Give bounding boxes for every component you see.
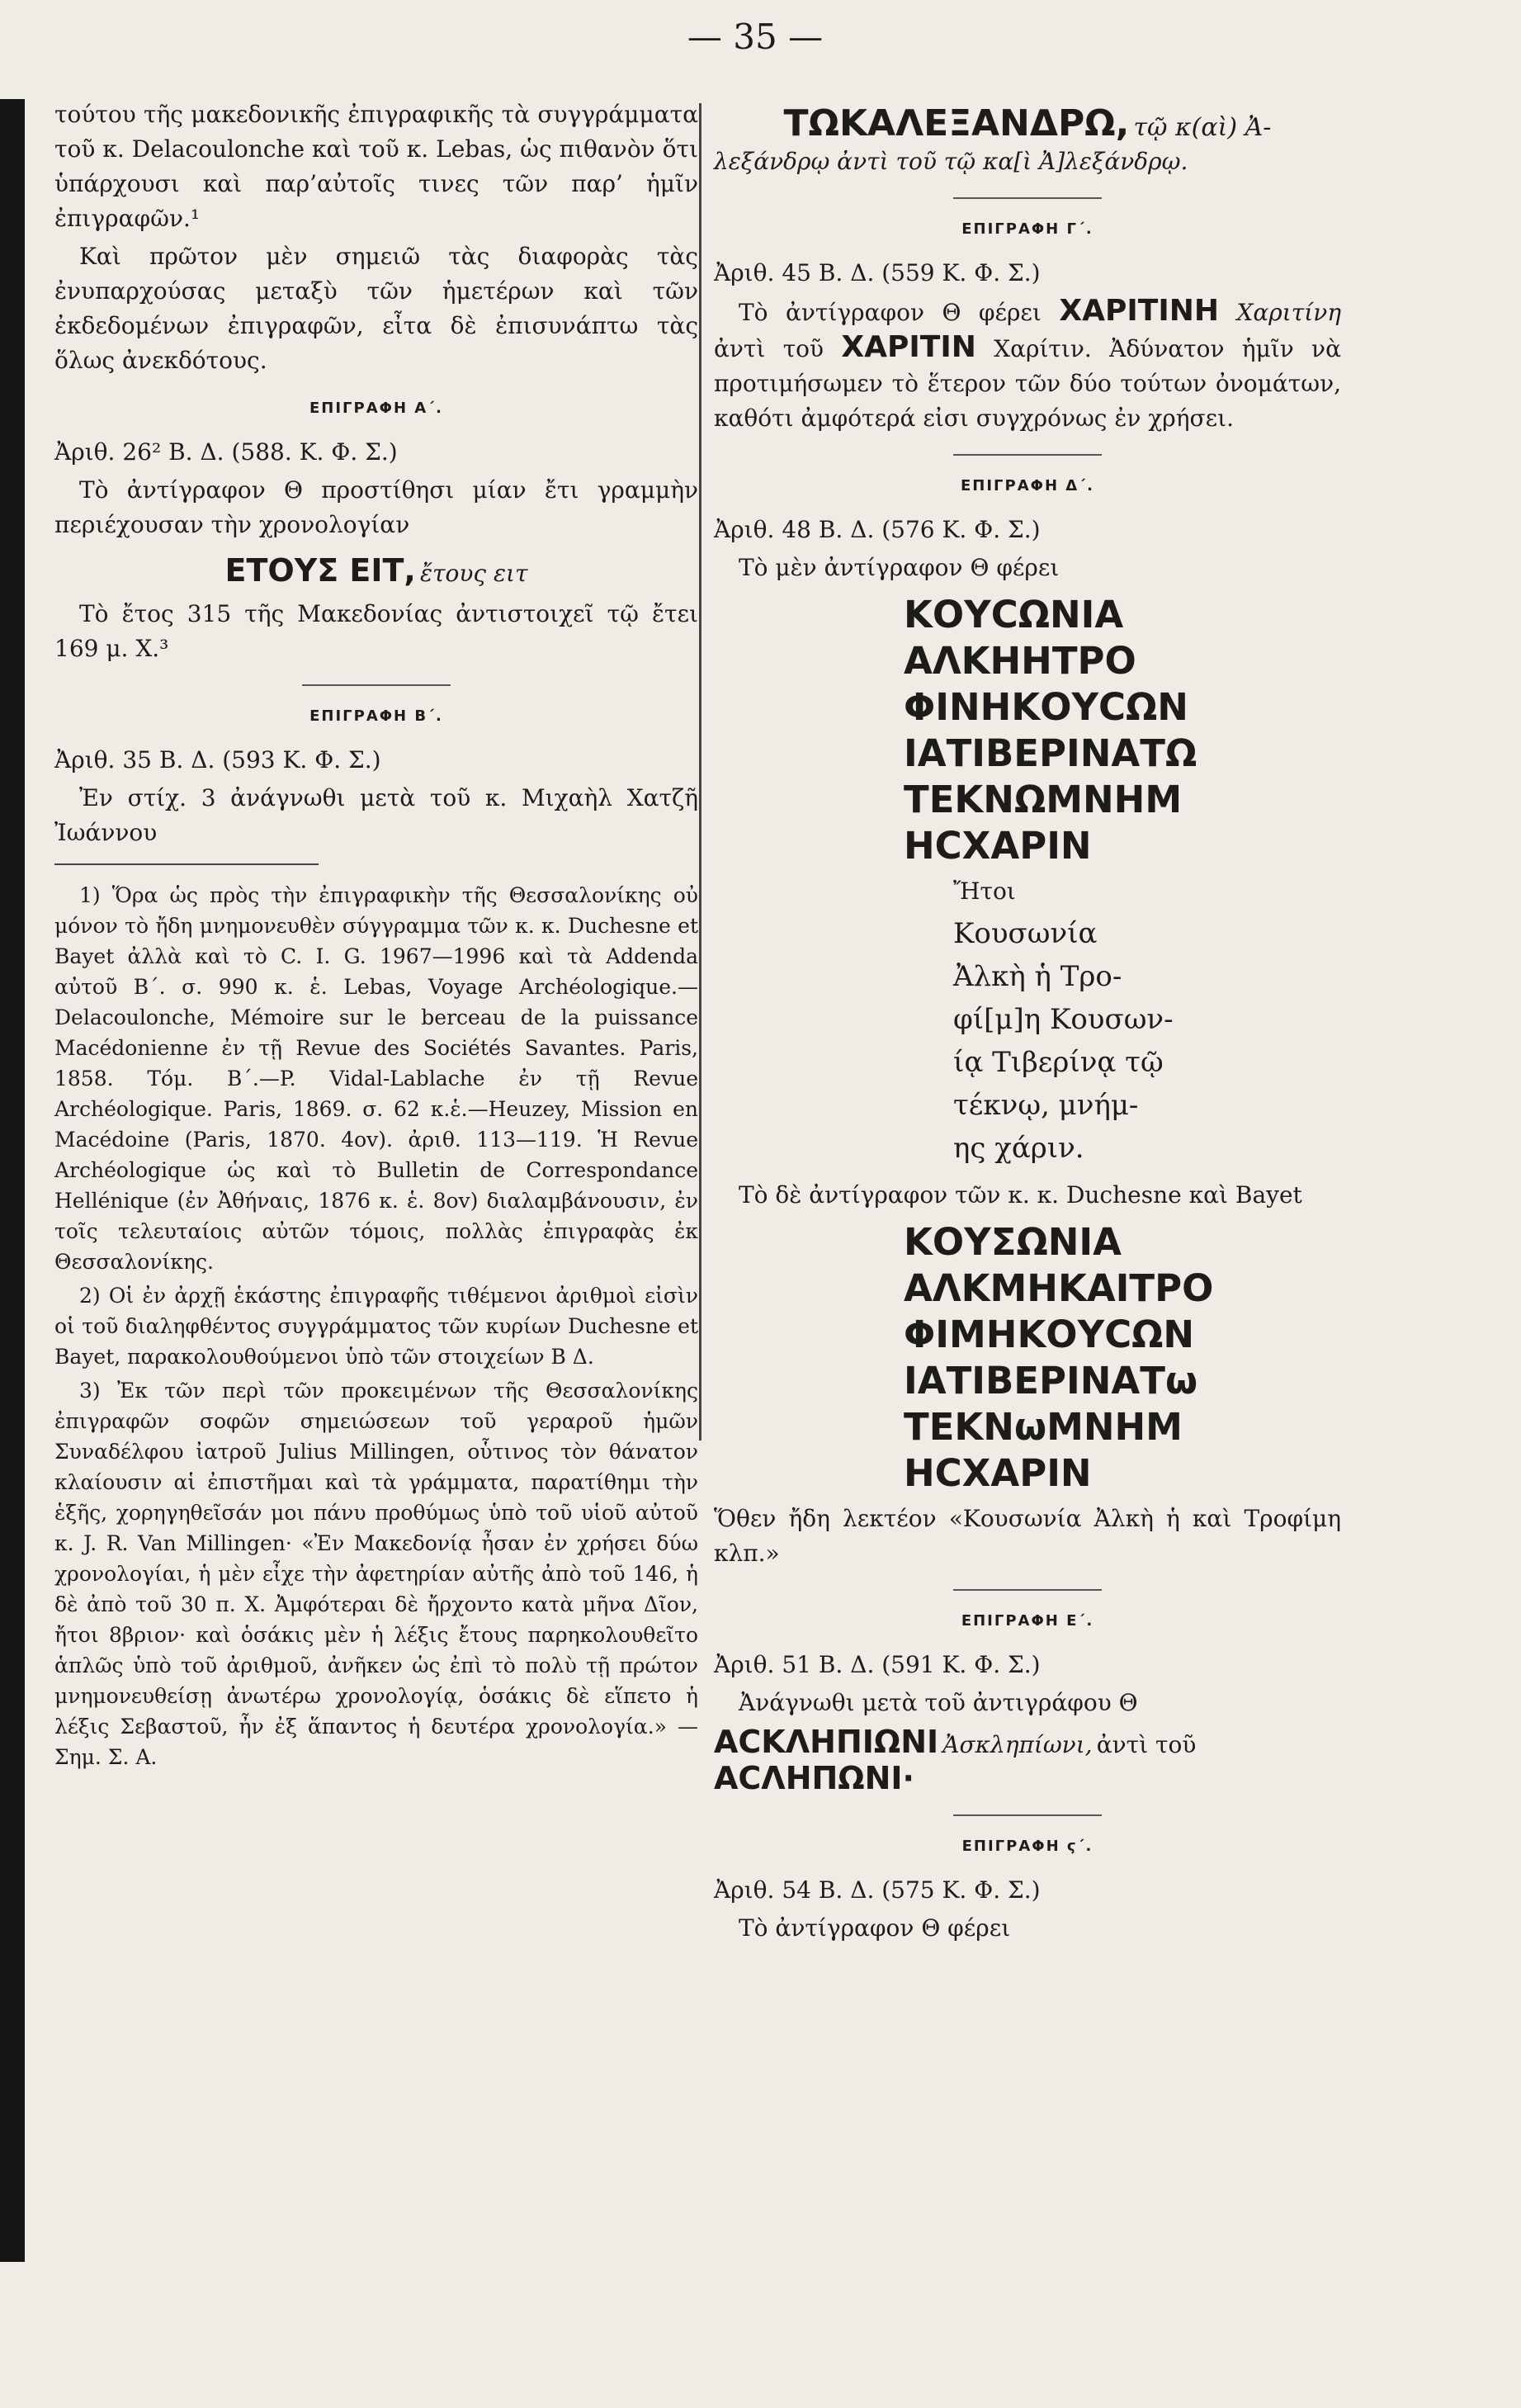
- inscription-e-caps-2: ΑϹΛΗΠΩΝΙ·: [714, 1760, 914, 1796]
- inscription-line: ΤΕΚΝωΜΝΗΜ: [904, 1405, 1183, 1449]
- transliteration-line: ίᾳ Τιβερίνᾳ τῷ: [953, 1046, 1164, 1079]
- separator: [953, 1814, 1102, 1816]
- inscription-line: ΦΙΝΗΚΟΥϹΩΝ: [904, 685, 1188, 729]
- separator: [953, 197, 1102, 199]
- separator: [953, 1589, 1102, 1591]
- inscription-e-mid: ἀντὶ τοῦ: [1096, 1731, 1197, 1758]
- transliteration-line: Κουσωνία: [953, 917, 1098, 950]
- top-inscription-caps: ΤΩΚΑΛΕΞΑΝΔΡΩ,: [783, 102, 1130, 144]
- top-inscription-transliteration: τῷ κ(αὶ) Ἀ-: [1133, 113, 1272, 142]
- paragraph-intro: τούτου τῆς μακεδονικῆς ἐπιγραφικῆς τὰ συγγράμματα τοῦ κ. Delacoulonche καὶ τοῦ κ. Lebas, ὡς πιθανὸν ὅτι ὑπάρχουσι καὶ παρ’αὐτοῖς τινες τῶν παρ’ ἡμῖν ἐπιγραφῶν.¹: [54, 101, 698, 232]
- footnote-2: 2) Οἱ ἐν ἀρχῇ ἑκάστης ἐπιγραφῆς τιθέμενοι ἀριθμοὶ εἰσὶν οἱ τοῦ διαληφθέντος συγγράμματος τῶν κυρίων Duchesne et Bayet, παρακολουθούμενοι ὑπὸ τῶν στοιχείων Β Δ.: [54, 1284, 698, 1369]
- top-text: λεξάνδρῳ ἀντὶ τοῦ τῷ κα[ὶ Ἀ]λεξάνδρῳ.: [714, 148, 1188, 175]
- scan-edge: [0, 99, 25, 2262]
- inscription-g-text: [714, 294, 1341, 436]
- paragraph-differences: Καὶ πρῶτον μὲν σημειῶ τὰς διαφορὰς τὰς ἐνυπαρχούσας μεταξὺ τῶν ἡμετέρων καὶ τῶν ἐκδεδομένων ἐπιγραφῶν, εἶτα δὲ ἐπισυνάπτω τὰς ὅλως ἀνεκδότους.: [54, 243, 698, 374]
- inscription-line: ΑΛΚΗΗΤΡΟ: [904, 639, 1136, 683]
- inscription-line: ΤΕΚΝΩΜΝΗΜ: [904, 778, 1183, 821]
- inscription-line: ΚΟΥϹΩΝΙΑ: [904, 593, 1124, 636]
- inscription-a-text2: Τὸ ἔτος 315 τῆς Μακεδονίας ἀντιστοιχεῖ τῷ ἔτει 169 μ. Χ.³: [54, 600, 698, 662]
- inscription-e-caps-1: ΑϹΚΛΗΠΙΩΝΙ: [714, 1724, 939, 1760]
- top-inscription-line: [714, 102, 1341, 144]
- inscription-b-text: Ἐν στίχ. 3 ἀνάγνωθι μετὰ τοῦ κ. Μιχαὴλ Χατζῆ Ἰωάννου: [54, 784, 698, 846]
- inscription-d-etoi: Ἤτοι: [953, 878, 1016, 905]
- footnote-1: 1) Ὅρα ὡς πρὸς τὴν ἐπιγραφικὴν τῆς Θεσσαλονίκης οὐ μόνον τὸ ἤδη μνημονευθὲν σύγγραμμα τῶν κ. κ. Duchesne et Bayet ἀλλὰ καὶ τὸ C. I. G. 1967—1996 καὶ τὰ Addenda αὐτοῦ Β΄. σ. 990 κ. ἑ. Lebas, Voyage Archéologique.—Delacoulonche, Mémoire sur le berceau de la puissance Macédonienne ἐν τῇ Revue des Sociétés Savantes. Paris, 1858. Τόμ. Β΄.—P. Vidal-Lablache ἐν τῇ Revue Archéologique. Paris, 1869. σ. 62 κ.ἑ.—Heuzey, Mission en Macédoine (Paris, 1870. 4ov). ἀριθ. 113—119. Ἡ Revue Archéologique ὡς καὶ τὸ Bulletin de Correspondance Hellénique (ἐν Ἀθήναις, 1876 κ. ἑ. 8ov) διαλαμβάνουσιν, ἐν τοῖς τελευταίοις αὐτῶν τόμοις, πολλὰς ἐπιγραφὰς ἐκ Θεσσαλονίκης.: [54, 883, 698, 1274]
- inscription-d-capitals: [904, 592, 1341, 869]
- inscription-g-caps-2: ΧΑΡΙΤΙΝ: [841, 330, 976, 364]
- right-column: [714, 97, 1341, 1949]
- inscription-e-line: [714, 1724, 1341, 1760]
- heading-inscription-a: ΕΠΙΓΡΑΦΗ Α΄.: [309, 400, 443, 417]
- inscription-line: ΙΑΤΙΒΕΡΙΝΑΤΩ: [904, 731, 1197, 775]
- inscription-f-ref: Ἀριθ. 54 Β. Δ. (575 Κ. Φ. Σ.): [714, 1876, 1041, 1904]
- transliteration-line: Ἀλκὴ ἡ Τρο-: [953, 960, 1122, 993]
- inscription-a-date-line: [54, 552, 698, 589]
- inscription-d-capitals-2: [904, 1219, 1341, 1497]
- heading-inscription-b: ΕΠΙΓΡΑΦΗ Β΄.: [309, 707, 443, 725]
- left-column: [54, 97, 698, 1776]
- inscription-line: ΦΙΜΗΚΟΥϹΩΝ: [904, 1313, 1195, 1356]
- footnote-rule: [54, 863, 319, 865]
- inscription-d-post: Ὅθεν ἤδη λεκτέον «Κουσωνία Ἀλκὴ ἡ καὶ Τροφίμη κλπ.»: [714, 1505, 1341, 1567]
- column-divider: [699, 103, 701, 1441]
- transliteration-line: φί[μ]η Κουσων-: [953, 1003, 1174, 1036]
- inscription-g-transliteration: Χαριτίνη: [1236, 299, 1342, 326]
- footnote-3: 3) Ἐκ τῶν περὶ τῶν προκειμένων τῆς Θεσσαλονίκης ἐπιγραφῶν σοφῶν σημειώσεων τοῦ γεραροῦ ἡμῶν Συναδέλφου ἰατροῦ Julius Millingen, οὗτινος τὸν θάνατον κλαίουσιν αἱ ἐπιστῆμαι καὶ τὰ γράμματα, παρατίθημι τὴν ἑξῆς, χορηγηθεῖσάν μοι πάνυ προθύμως ὑπὸ τοῦ υἱοῦ αὐτοῦ κ. J. R. Van Millingen· «Ἐν Μακεδονίᾳ ἦσαν ἐν χρήσει δύω χρονολογίαι, ἡ μὲν εἶχε τὴν ἀφετηρίαν αὐτῆς ἀπὸ τοῦ 146, ἡ δὲ ἀπὸ τοῦ 30 π. Χ. Ἀμφότεραι δὲ ἤρχοντο κατὰ μῆνα Δῖον, ἤτοι 8βριον· καὶ ὁσάκις μὲν ἡ λέξις ἔτους παρηκολουθεῖτο ἁπλῶς ὑπὸ τοῦ ἀριθμοῦ, ἀνῆκεν ὡς ἐπὶ τὸ πολὺ τῇ πρώτον μνημονευθείσῃ ἀνωτέρω χρονολογίᾳ, ὁσάκις δὲ εἵπετο ἡ λέξις Σεβαστοῦ, ἦν ἐξ ἅπαντος ἡ δευτέρα χρονολογία.» — Σημ. Σ. Α.: [54, 1379, 698, 1769]
- inscription-a-text-caps: ΕΤΟΥΣ ΕΙΤ,: [224, 552, 416, 589]
- inscription-e-transliteration: Ἀσκληπίωνι,: [942, 1731, 1093, 1758]
- page-number: — 35 —: [687, 17, 824, 57]
- inscription-e-ref: Ἀριθ. 51 Β. Δ. (591 Κ. Φ. Σ.): [714, 1651, 1041, 1678]
- heading-inscription-e: ΕΠΙΓΡΑΦΗ Ε΄.: [961, 1612, 1094, 1630]
- footnotes: [54, 880, 698, 1772]
- inscription-d-text2: Τὸ δὲ ἀντίγραφον τῶν κ. κ. Duchesne καὶ Bayet: [739, 1181, 1302, 1209]
- inscription-b-ref: Ἀριθ. 35 Β. Δ. (593 Κ. Φ. Σ.): [54, 746, 381, 773]
- inscription-e-text: Ἀνάγνωθι μετὰ τοῦ ἀντιγράφου Θ: [739, 1689, 1138, 1716]
- inscription-d-pre: Τὸ μὲν ἀντίγραφον Θ φέρει: [739, 554, 1060, 581]
- separator: [302, 684, 451, 686]
- inscription-line: ΚΟΥΣΩΝΙΑ: [904, 1220, 1122, 1264]
- inscription-f-text: Τὸ ἀντίγραφον Θ φέρει: [739, 1914, 1011, 1942]
- inscription-a-text: Τὸ ἀντίγραφον Θ προστίθησι μίαν ἔτι γραμμὴν περιέχουσαν τὴν χρονολογίαν: [54, 476, 698, 538]
- inscription-line: ΗϹΧΑΡΙΝ: [904, 1451, 1092, 1495]
- inscription-g-mid: ἀντὶ τοῦ: [714, 335, 824, 362]
- inscription-d-transliteration: [953, 912, 1341, 1170]
- inscription-g-ref: Ἀριθ. 45 Β. Δ. (559 Κ. Φ. Σ.): [714, 259, 1041, 286]
- inscription-g-caps-1: ΧΑΡΙΤΙΝΗ: [1059, 294, 1219, 328]
- inscription-g-pre: Τὸ ἀντίγραφον Θ φέρει: [739, 299, 1042, 326]
- inscription-a-ref: Ἀριθ. 26² Β. Δ. (588. Κ. Φ. Σ.): [54, 438, 398, 466]
- inscription-d-ref: Ἀριθ. 48 Β. Δ. (576 Κ. Φ. Σ.): [714, 516, 1041, 543]
- inscription-line: ΙΑΤΙΒΕΡΙΝΑΤω: [904, 1359, 1198, 1403]
- separator: [953, 454, 1102, 456]
- heading-inscription-f: ΕΠΙΓΡΑΦΗ ϛ΄.: [961, 1838, 1094, 1855]
- inscription-g-post: Χαρίτιν. Ἀδύνατον ἡμῖν νὰ προτιμήσωμεν τὸ ἕτερον τῶν δύο τούτων ὀνομάτων, καθότι ἀμφότερά εἰσι συγχρόνως ἐν χρήσει.: [714, 335, 1341, 432]
- heading-inscription-d: ΕΠΙΓΡΑΦΗ Δ΄.: [961, 477, 1094, 494]
- heading-inscription-g: ΕΠΙΓΡΑΦΗ Γ΄.: [961, 220, 1094, 238]
- inscription-line: ΑΛΚΜΗΚΑΙΤΡΟ: [904, 1266, 1214, 1310]
- inscription-a-transliteration: ἔτους ειτ: [419, 560, 528, 587]
- transliteration-line: ης χάριν.: [953, 1132, 1084, 1165]
- inscription-line: ΗϹΧΑΡΙΝ: [904, 824, 1092, 868]
- transliteration-line: τέκνῳ, μνήμ-: [953, 1089, 1139, 1122]
